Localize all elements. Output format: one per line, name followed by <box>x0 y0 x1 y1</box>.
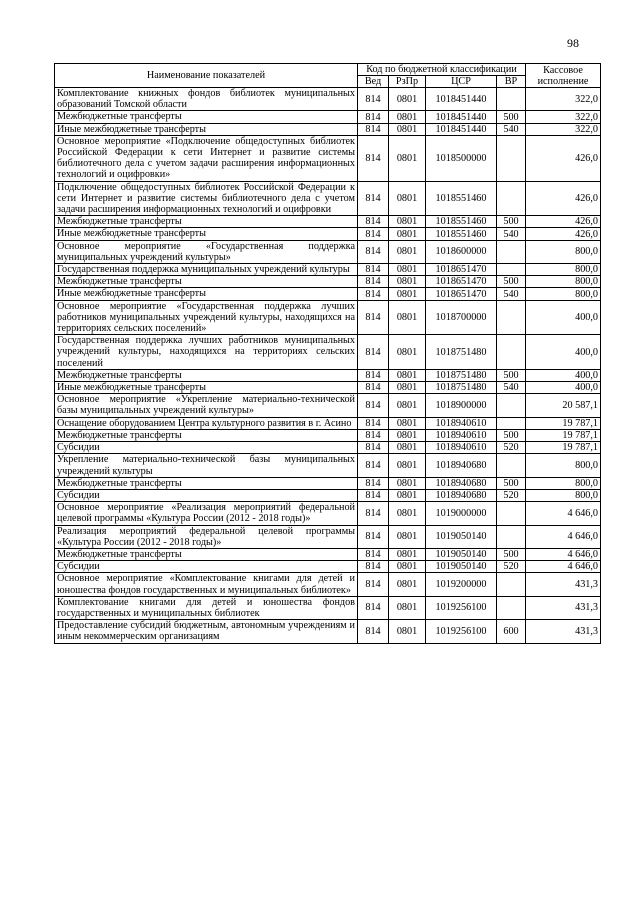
row-vr: 500 <box>497 111 526 123</box>
table-row <box>55 240 601 263</box>
row-sum: 800,0 <box>526 264 601 276</box>
row-vr <box>497 300 526 335</box>
table-row <box>55 525 601 548</box>
row-csr: 1018940680 <box>426 477 497 489</box>
table-row <box>55 382 601 394</box>
budget-execution-table <box>54 63 601 644</box>
header-rzpr: РзПр <box>389 76 426 88</box>
row-ved: 814 <box>358 123 389 135</box>
table-row <box>55 596 601 619</box>
row-sum: 20 587,1 <box>526 394 601 417</box>
row-ved: 814 <box>358 489 389 501</box>
row-ved: 814 <box>358 442 389 454</box>
row-sum: 322,0 <box>526 111 601 123</box>
table-row <box>55 573 601 596</box>
table-body <box>55 88 601 644</box>
header-vr: ВР <box>497 76 526 88</box>
row-sum: 4 646,0 <box>526 561 601 573</box>
row-csr: 1018940680 <box>426 454 497 477</box>
row-rzpr: 0801 <box>389 300 426 335</box>
table-row <box>55 489 601 501</box>
row-vr <box>497 135 526 181</box>
header-name: Наименование показателей <box>55 64 358 88</box>
row-sum: 426,0 <box>526 228 601 240</box>
header-code-group: Код по бюджетной классификации <box>358 64 526 76</box>
row-sum: 322,0 <box>526 123 601 135</box>
row-csr: 1018940680 <box>426 489 497 501</box>
row-ved: 814 <box>358 502 389 525</box>
row-csr: 1019256100 <box>426 596 497 619</box>
row-ved: 814 <box>358 135 389 181</box>
row-rzpr: 0801 <box>389 88 426 111</box>
row-name: Основное мероприятие «Реализация мероприятий федеральной целевой программы «Культура России (2012 - 2018 годы)» <box>55 502 358 525</box>
row-rzpr: 0801 <box>389 335 426 370</box>
row-vr: 540 <box>497 228 526 240</box>
table-row <box>55 123 601 135</box>
row-name: Комплектование книгами для детей и юношества фондов государственных и муниципальных библиотек <box>55 596 358 619</box>
table-row <box>55 88 601 111</box>
row-rzpr: 0801 <box>389 561 426 573</box>
row-rzpr: 0801 <box>389 596 426 619</box>
row-ved: 814 <box>358 525 389 548</box>
row-ved: 814 <box>358 111 389 123</box>
row-vr <box>497 264 526 276</box>
row-ved: 814 <box>358 596 389 619</box>
row-rzpr: 0801 <box>389 264 426 276</box>
row-sum: 400,0 <box>526 335 601 370</box>
row-ved: 814 <box>358 369 389 381</box>
row-csr: 1018700000 <box>426 300 497 335</box>
row-csr: 1018551460 <box>426 181 497 216</box>
row-name: Государственная поддержка лучших работников муниципальных учреждений культуры, находящихся на территориях сельских поселений <box>55 335 358 370</box>
row-name: Субсидии <box>55 442 358 454</box>
row-sum: 322,0 <box>526 88 601 111</box>
row-vr <box>497 88 526 111</box>
table-row <box>55 228 601 240</box>
row-rzpr: 0801 <box>389 382 426 394</box>
row-name: Реализация мероприятий федеральной целевой программы «Культура России (2012 - 2018 годы)» <box>55 525 358 548</box>
row-ved: 814 <box>358 288 389 300</box>
row-vr <box>497 573 526 596</box>
row-rzpr: 0801 <box>389 288 426 300</box>
header-csr: ЦСР <box>426 76 497 88</box>
row-name: Основное мероприятие «Укрепление материально-технической базы муниципальных учреждений культуры» <box>55 394 358 417</box>
table-header <box>55 64 601 88</box>
row-sum: 800,0 <box>526 477 601 489</box>
row-csr: 1019050140 <box>426 548 497 560</box>
row-vr: 540 <box>497 382 526 394</box>
row-name: Предоставление субсидий бюджетным, автономным учреждениям и иным некоммерческим организациям <box>55 620 358 643</box>
row-ved: 814 <box>358 335 389 370</box>
row-rzpr: 0801 <box>389 477 426 489</box>
row-csr: 1019050140 <box>426 561 497 573</box>
table-row <box>55 335 601 370</box>
table-row <box>55 288 601 300</box>
header-sum: Кассовое исполнение <box>526 64 601 88</box>
row-ved: 814 <box>358 417 389 429</box>
table-row <box>55 276 601 288</box>
row-vr <box>497 181 526 216</box>
row-ved: 814 <box>358 561 389 573</box>
table-row <box>55 181 601 216</box>
row-name: Субсидии <box>55 489 358 501</box>
row-name: Межбюджетные трансферты <box>55 216 358 228</box>
row-vr: 520 <box>497 489 526 501</box>
row-name: Основное мероприятие «Подключение общедоступных библиотек Российской Федерации к сети Интернет и развитие системы библиотечного дела с учетом задачи расширения информационных технологий и оцифровки» <box>55 135 358 181</box>
row-ved: 814 <box>358 429 389 441</box>
row-sum: 400,0 <box>526 300 601 335</box>
row-sum: 426,0 <box>526 181 601 216</box>
row-csr: 1018751480 <box>426 369 497 381</box>
row-csr: 1018940610 <box>426 429 497 441</box>
row-csr: 1018451440 <box>426 111 497 123</box>
row-vr <box>497 335 526 370</box>
row-name: Субсидии <box>55 561 358 573</box>
row-csr: 1018651470 <box>426 276 497 288</box>
row-sum: 426,0 <box>526 216 601 228</box>
row-ved: 814 <box>358 228 389 240</box>
row-vr: 500 <box>497 276 526 288</box>
row-sum: 19 787,1 <box>526 429 601 441</box>
row-rzpr: 0801 <box>389 442 426 454</box>
table-row <box>55 216 601 228</box>
table-row <box>55 502 601 525</box>
row-ved: 814 <box>358 394 389 417</box>
row-rzpr: 0801 <box>389 573 426 596</box>
table-row <box>55 300 601 335</box>
row-sum: 400,0 <box>526 382 601 394</box>
row-csr: 1018451440 <box>426 88 497 111</box>
row-name: Основное мероприятие «Комплектование книгами для детей и юношества фондов государственных и муниципальных библиотек» <box>55 573 358 596</box>
row-vr <box>497 596 526 619</box>
table-row <box>55 111 601 123</box>
row-ved: 814 <box>358 573 389 596</box>
row-csr: 1018600000 <box>426 240 497 263</box>
row-sum: 426,0 <box>526 135 601 181</box>
row-ved: 814 <box>358 300 389 335</box>
row-vr: 500 <box>497 477 526 489</box>
row-sum: 800,0 <box>526 288 601 300</box>
row-name: Комплектование книжных фондов библиотек муниципальных образований Томской области <box>55 88 358 111</box>
row-csr: 1018551460 <box>426 228 497 240</box>
row-vr <box>497 394 526 417</box>
table-row <box>55 429 601 441</box>
row-sum: 800,0 <box>526 240 601 263</box>
table-row <box>55 442 601 454</box>
table-row <box>55 264 601 276</box>
row-vr <box>497 525 526 548</box>
row-name: Межбюджетные трансферты <box>55 429 358 441</box>
row-ved: 814 <box>358 620 389 643</box>
row-name: Межбюджетные трансферты <box>55 111 358 123</box>
row-rzpr: 0801 <box>389 123 426 135</box>
row-rzpr: 0801 <box>389 620 426 643</box>
row-name: Государственная поддержка муниципальных учреждений культуры <box>55 264 358 276</box>
row-name: Основное мероприятие «Государственная поддержка лучших работников муниципальных учреждений культуры, находящихся на территориях сельских поселений» <box>55 300 358 335</box>
row-csr: 1019050140 <box>426 525 497 548</box>
row-rzpr: 0801 <box>389 429 426 441</box>
row-name: Межбюджетные трансферты <box>55 548 358 560</box>
row-vr <box>497 454 526 477</box>
header-ved: Вед <box>358 76 389 88</box>
row-csr: 1018451440 <box>426 123 497 135</box>
row-name: Межбюджетные трансферты <box>55 477 358 489</box>
row-vr: 500 <box>497 216 526 228</box>
row-csr: 1019256100 <box>426 620 497 643</box>
row-rzpr: 0801 <box>389 525 426 548</box>
row-rzpr: 0801 <box>389 240 426 263</box>
row-ved: 814 <box>358 382 389 394</box>
row-vr: 500 <box>497 429 526 441</box>
row-csr: 1018940610 <box>426 442 497 454</box>
row-sum: 431,3 <box>526 620 601 643</box>
row-vr: 600 <box>497 620 526 643</box>
table-row <box>55 135 601 181</box>
row-name: Иные межбюджетные трансферты <box>55 288 358 300</box>
row-sum: 800,0 <box>526 276 601 288</box>
row-ved: 814 <box>358 88 389 111</box>
row-ved: 814 <box>358 276 389 288</box>
row-name: Иные межбюджетные трансферты <box>55 382 358 394</box>
row-rzpr: 0801 <box>389 276 426 288</box>
row-name: Иные межбюджетные трансферты <box>55 228 358 240</box>
row-sum: 431,3 <box>526 596 601 619</box>
row-csr: 1018751480 <box>426 382 497 394</box>
page-number: 98 <box>567 36 579 50</box>
row-ved: 814 <box>358 477 389 489</box>
row-rzpr: 0801 <box>389 369 426 381</box>
row-vr: 500 <box>497 369 526 381</box>
table-row <box>55 454 601 477</box>
table-row <box>55 561 601 573</box>
row-sum: 400,0 <box>526 369 601 381</box>
row-name: Оснащение оборудованием Центра культурного развития в г. Асино <box>55 417 358 429</box>
row-csr: 1018651470 <box>426 264 497 276</box>
table-row <box>55 548 601 560</box>
row-rzpr: 0801 <box>389 216 426 228</box>
row-name: Подключение общедоступных библиотек Российской Федерации к сети Интернет и развитие системы библиотечного дела с учетом задачи расширения информационных технологий и оцифровки <box>55 181 358 216</box>
row-name: Основное мероприятие «Государственная поддержка муниципальных учреждений культуры» <box>55 240 358 263</box>
row-rzpr: 0801 <box>389 454 426 477</box>
row-vr: 540 <box>497 123 526 135</box>
row-rzpr: 0801 <box>389 394 426 417</box>
row-ved: 814 <box>358 181 389 216</box>
row-sum: 431,3 <box>526 573 601 596</box>
row-sum: 4 646,0 <box>526 525 601 548</box>
row-rzpr: 0801 <box>389 181 426 216</box>
row-name: Межбюджетные трансферты <box>55 276 358 288</box>
row-sum: 19 787,1 <box>526 442 601 454</box>
row-vr: 520 <box>497 442 526 454</box>
table-row <box>55 477 601 489</box>
row-ved: 814 <box>358 240 389 263</box>
row-vr: 500 <box>497 548 526 560</box>
row-sum: 4 646,0 <box>526 548 601 560</box>
row-ved: 814 <box>358 548 389 560</box>
row-rzpr: 0801 <box>389 548 426 560</box>
row-vr <box>497 502 526 525</box>
row-rzpr: 0801 <box>389 135 426 181</box>
row-name: Иные межбюджетные трансферты <box>55 123 358 135</box>
table-row <box>55 417 601 429</box>
row-csr: 1018751480 <box>426 335 497 370</box>
row-vr <box>497 417 526 429</box>
row-sum: 19 787,1 <box>526 417 601 429</box>
row-ved: 814 <box>358 454 389 477</box>
row-vr: 520 <box>497 561 526 573</box>
row-csr: 1019000000 <box>426 502 497 525</box>
row-rzpr: 0801 <box>389 489 426 501</box>
row-csr: 1018500000 <box>426 135 497 181</box>
row-ved: 814 <box>358 216 389 228</box>
row-csr: 1019200000 <box>426 573 497 596</box>
row-rzpr: 0801 <box>389 111 426 123</box>
row-name: Межбюджетные трансферты <box>55 369 358 381</box>
row-vr <box>497 240 526 263</box>
row-sum: 4 646,0 <box>526 502 601 525</box>
row-sum: 800,0 <box>526 454 601 477</box>
row-rzpr: 0801 <box>389 417 426 429</box>
row-csr: 1018651470 <box>426 288 497 300</box>
row-rzpr: 0801 <box>389 502 426 525</box>
row-csr: 1018900000 <box>426 394 497 417</box>
table-row <box>55 620 601 643</box>
row-ved: 814 <box>358 264 389 276</box>
row-rzpr: 0801 <box>389 228 426 240</box>
row-csr: 1018940610 <box>426 417 497 429</box>
row-sum: 800,0 <box>526 489 601 501</box>
table-row <box>55 394 601 417</box>
row-vr: 540 <box>497 288 526 300</box>
row-csr: 1018551460 <box>426 216 497 228</box>
table-row <box>55 369 601 381</box>
row-name: Укрепление материально-технической базы муниципальных учреждений культуры <box>55 454 358 477</box>
